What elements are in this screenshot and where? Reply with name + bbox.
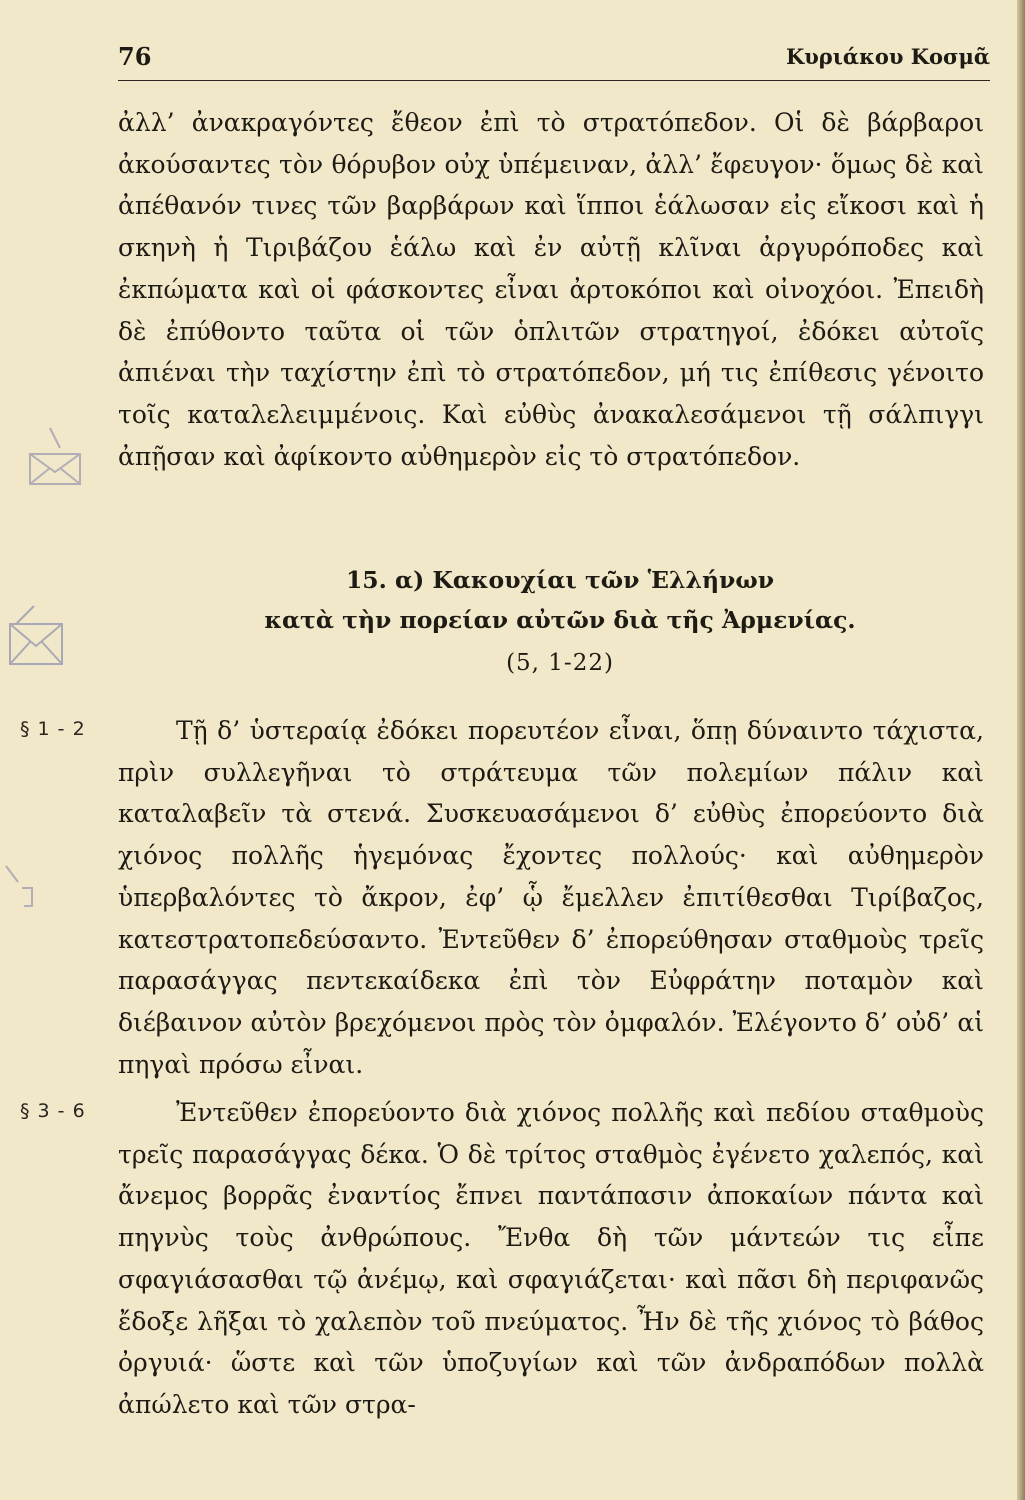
page-number: 76: [118, 42, 152, 71]
page-edge: [1017, 0, 1025, 1500]
margin-ref-1: § 1 - 2: [20, 718, 86, 740]
envelope-stamp-icon: [20, 424, 100, 494]
paragraph-2: Τῇ δ’ ὑστεραίᾳ ἐδόκει πορευτέον εἶναι, ὅπῃ δύναιντο τάχιστα, πρὶν συλλεγῆναι τὸ στράτευμα τῶν πολεμίων πάλιν καὶ καταλαβεῖν τὰ στενά. Συσκευασάμενοι δ’ εὐθὺς ἐπορεύοντο διὰ χιόνος πολλῆς ἡγεμόνας ἔχοντες πολλούς· καὶ αὐθημερὸν ὑπερβαλόντες τὸ ἄκρον, ἐφ’ ᾧ ἔμελλεν ἐπιτίθεσθαι Τιρίβαζος, κατεστρατοπεδεύσαντο. Ἐντεῦθεν δ’ ἐπορεύθησαν σταθμοὺς τρεῖς παρασάγγας πεντεκαίδεκα ἐπὶ τὸν Εὐφράτην ποταμὸν καὶ διέβαινον αὐτὸν βρεχόμενοι πρὸς τὸν ὀμφαλόν. Ἐλέγοντο δ’ οὐδ’ αἱ πηγαὶ πρόσω εἶναι.: [118, 716, 984, 1079]
running-head: Κυριάκου Κοσμᾶ: [785, 44, 990, 69]
section-reference: (5, 1-22): [506, 650, 614, 676]
header-rule: [118, 80, 990, 81]
page-header: [118, 42, 990, 78]
paragraph-1: ἀλλ’ ἀνακραγόντες ἔθεον ἐπὶ τὸ στρατόπεδον. Οἱ δὲ βάρβαροι ἀκούσαντες τὸν θόρυβον οὐχ ὑπέμειναν, ἀλλ’ ἔφευγον· ὅμως δὲ καὶ ἀπέθανόν τινες τῶν βαρβάρων καὶ ἵπποι ἑάλωσαν εἰς εἴκοσι καὶ ἡ σκηνὴ ἡ Τιριβάζου ἑάλω καὶ ἐν αὐτῇ κλῖναι ἀργυρόποδες καὶ ἐκπώματα καὶ οἱ φάσκοντες εἶναι ἀρτοκόποι καὶ οἰνοχόοι. Ἐπειδὴ δὲ ἐπύθοντο ταῦτα οἱ τῶν ὁπλιτῶν στρατηγοί, ἐδόκει αὐτοῖς ἀπιέναι τὴν ταχίστην ἐπὶ τὸ στρατόπεδον, μή τις ἐπίθεσις γένοιτο τοῖς καταλελειμμένοις. Καὶ εὐθὺς ἀνακαλεσάμενοι τῇ σάλπιγγι ἀπῇσαν καὶ ἀφίκοντο αὐθημερὸν εἰς τὸ στρατόπεδον.: [118, 108, 984, 471]
section-title-line-2: κατὰ τὴν πορείαν αὐτῶν διὰ τῆς Ἀρμενίας.: [264, 606, 856, 634]
paragraph-3: Ἐντεῦθεν ἐπορεύοντο διὰ χιόνος πολλῆς καὶ πεδίου σταθμοὺς τρεῖς παρασάγγας δέκα. Ὁ δὲ τρίτος σταθμὸς ἐγένετο χαλεπός, καὶ ἄνεμος βορρᾶς ἐναντίος ἔπνει παντάπασιν ἀποκαίων πάντα καὶ πηγνὺς τοὺς ἀνθρώπους. Ἔνθα δὴ τῶν μάντεών τις εἶπε σφαγιάσασθαι τῷ ἀνέμῳ, καὶ σφαγιάζεται· καὶ πᾶσι δὴ περιφανῶς ἔδοξε λῆξαι τὸ χαλεπὸν τοῦ πνεύματος. Ἦν δὲ τῆς χιόνος τὸ βάθος ὀργυιά· ὥστε καὶ τῶν ὑποζυγίων καὶ τῶν ἀνδραπόδων πολλὰ ἀπώλετο καὶ τῶν στρα-: [118, 1098, 984, 1419]
section-title-line-1: 15. α) Κακουχίαι τῶν Ἑλλήνων: [345, 566, 775, 594]
envelope-stamp-icon: [4, 604, 84, 674]
margin-ref-2: § 3 - 6: [20, 1100, 86, 1122]
bracket-mark-icon: [2, 862, 42, 932]
